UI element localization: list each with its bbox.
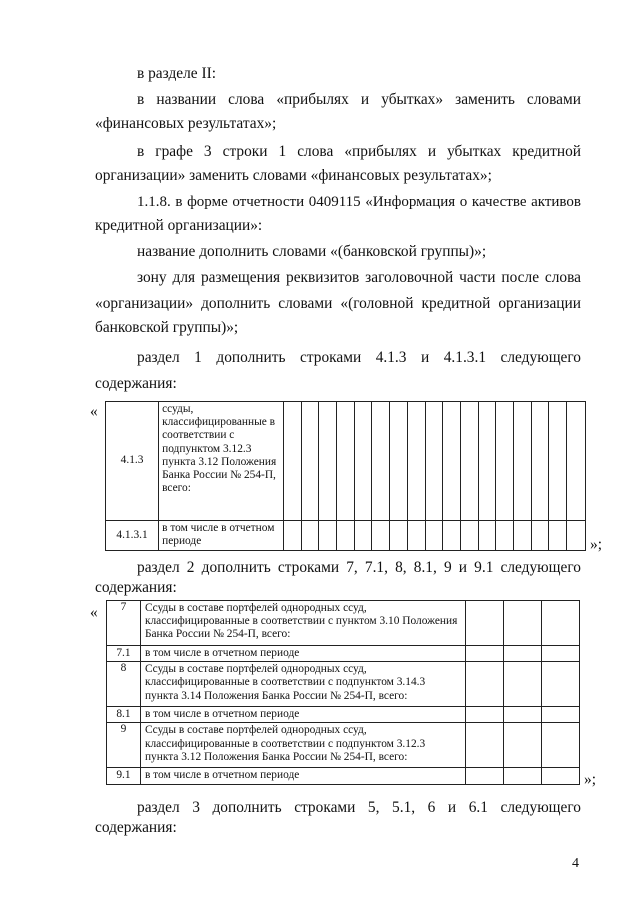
table-row — [107, 723, 580, 768]
row-description: в том числе в отчетном периоде — [140, 768, 465, 784]
table-row — [107, 601, 580, 646]
row-number: 4.1.3.1 — [106, 521, 159, 551]
para-rename-line1: в названии слова «прибылях и убытках» заменить словами — [137, 91, 581, 108]
row-description: в том числе в отчетном периоде — [159, 521, 284, 551]
row-description: в том числе в отчетном периоде — [140, 646, 465, 662]
table-row — [107, 768, 580, 784]
para-zone-line3: банковской группы)»; — [95, 319, 239, 336]
para-section-ii: в разделе II: — [137, 65, 216, 82]
row-number: 4.1.3 — [106, 402, 159, 521]
table2-open-quote: « — [90, 604, 98, 621]
row-number: 7 — [107, 601, 141, 646]
table-row — [106, 521, 586, 551]
table1-open-quote: « — [90, 403, 98, 420]
row-number: 8.1 — [107, 707, 141, 723]
row-description: Ссуды в составе портфелей однородных ссуд, классифицированные в соответствии с подпунктом 3.14.3 пункта 3.14 Положения Банка России № 254-П, всего: — [140, 662, 465, 707]
para-rename-line2: «финансовых результатах»; — [95, 115, 277, 132]
row-number: 9 — [107, 723, 141, 768]
table-row — [106, 402, 586, 521]
row-description: Ссуды в составе портфелей однородных ссуд, классифицированные в соответствии с подпунктом 3.12.3 пункта 3.12 Положения Банка России № 254-П, всего: — [140, 723, 465, 768]
para-section1-line2: содержания: — [95, 375, 177, 392]
para-section3-line1: раздел 3 дополнить строками 5, 5.1, 6 и 6.1 следующего — [137, 799, 581, 816]
para-zone-line1: зону для размещения реквизитов заголовочной части после слова — [137, 269, 581, 286]
table2-close-quote: »; — [584, 771, 596, 788]
para-zone-line2: «организации» дополнить словами «(головной кредитной организации — [95, 295, 581, 312]
para-section3-line2: содержания: — [95, 819, 177, 836]
page-number: 4 — [572, 856, 579, 871]
row-description: в том числе в отчетном периоде — [140, 707, 465, 723]
row-number: 7.1 — [107, 646, 141, 662]
para-title-supplement: название дополнить словами «(банковской группы)»; — [137, 243, 487, 260]
table1-close-quote: »; — [590, 536, 602, 553]
row-number: 9.1 — [107, 768, 141, 784]
row-description: ссуды, классифицированные в соответствии с подпунктом 3.12.3 пункта 3.12 Положения Банка России № 254-П, всего: — [159, 402, 284, 521]
para-section1-line1: раздел 1 дополнить строками 4.1.3 и 4.1.3.1 следующего — [137, 349, 581, 366]
para-form-0409115-line2: кредитной организации»: — [95, 217, 263, 234]
table-row — [107, 707, 580, 723]
para-column3-line1: в графе 3 строки 1 слова «прибылях и убытках кредитной — [137, 143, 581, 160]
table-row — [107, 662, 580, 707]
table-row — [107, 646, 580, 662]
para-form-0409115-line1: 1.1.8. в форме отчетности 0409115 «Информация о качестве активов — [137, 194, 581, 210]
para-section2-line1: раздел 2 дополнить строками 7, 7.1, 8, 8.1, 9 и 9.1 следующего — [137, 559, 581, 576]
table2 — [106, 600, 580, 785]
para-column3-line2: организации» заменить словами «финансовых результатах»; — [95, 167, 492, 184]
row-number: 8 — [107, 662, 141, 707]
para-section2-line2: содержания: — [95, 579, 177, 596]
table1 — [105, 401, 586, 551]
row-description: Ссуды в составе портфелей однородных ссуд, классифицированные в соответствии с пунктом 3.10 Положения Банка России № 254-П, всего: — [140, 601, 465, 646]
